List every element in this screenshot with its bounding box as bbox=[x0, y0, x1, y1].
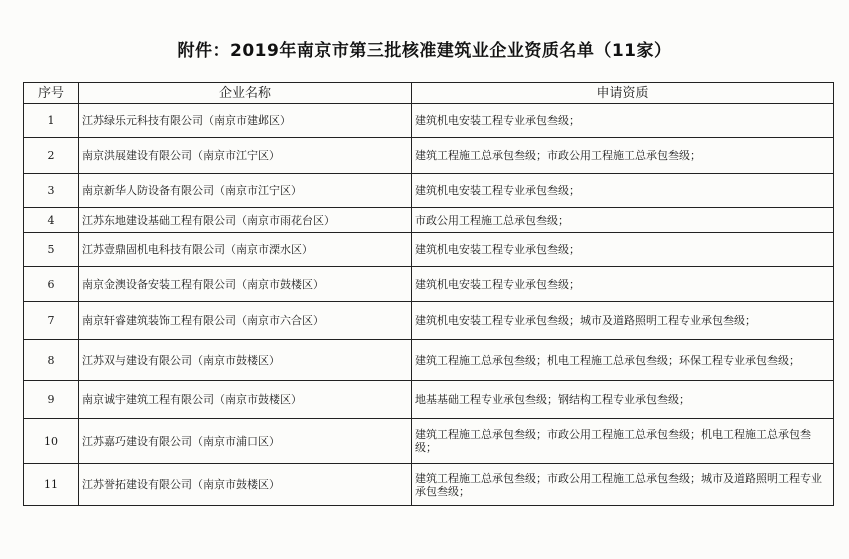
table-row bbox=[24, 174, 834, 208]
row-num: 9 bbox=[24, 381, 79, 419]
header-num: 序号 bbox=[24, 83, 79, 104]
row-company: 江苏壹鼎固机电科技有限公司（南京市溧水区） bbox=[79, 233, 412, 267]
row-num: 7 bbox=[24, 302, 79, 340]
row-num: 2 bbox=[24, 138, 79, 174]
row-num: 6 bbox=[24, 267, 79, 302]
row-company: 南京轩睿建筑装饰工程有限公司（南京市六合区） bbox=[79, 302, 412, 340]
table-row bbox=[24, 302, 834, 340]
table-header-row bbox=[24, 83, 834, 104]
header-qualification: 申请资质 bbox=[412, 83, 834, 104]
row-num: 5 bbox=[24, 233, 79, 267]
document-title: 附件：2019年南京市第三批核准建筑业企业资质名单（11家） bbox=[177, 41, 672, 61]
row-qualification: 建筑机电安装工程专业承包叁级； bbox=[412, 267, 834, 302]
table-row bbox=[24, 233, 834, 267]
row-company: 江苏东地建设基础工程有限公司（南京市雨花台区） bbox=[79, 208, 412, 233]
table-row bbox=[24, 381, 834, 419]
row-company: 南京金澳设备安装工程有限公司（南京市鼓楼区） bbox=[79, 267, 412, 302]
row-company: 南京诚宇建筑工程有限公司（南京市鼓楼区） bbox=[79, 381, 412, 419]
row-qualification: 建筑工程施工总承包叁级；市政公用工程施工总承包叁级；机电工程施工总承包叁级； bbox=[412, 419, 834, 464]
row-qualification: 建筑机电安装工程专业承包叁级； bbox=[412, 174, 834, 208]
row-company: 江苏双与建设有限公司（南京市鼓楼区） bbox=[79, 340, 412, 381]
table-row bbox=[24, 340, 834, 381]
header-company: 企业名称 bbox=[79, 83, 412, 104]
row-qualification: 建筑工程施工总承包叁级；市政公用工程施工总承包叁级；城市及道路照明工程专业承包叁级； bbox=[412, 464, 834, 506]
row-qualification: 建筑机电安装工程专业承包叁级；城市及道路照明工程专业承包叁级； bbox=[412, 302, 834, 340]
table-row bbox=[24, 464, 834, 506]
table-row bbox=[24, 104, 834, 138]
row-num: 4 bbox=[24, 208, 79, 233]
qualification-table bbox=[23, 82, 834, 506]
table-row bbox=[24, 138, 834, 174]
row-company: 南京新华人防设备有限公司（南京市江宁区） bbox=[79, 174, 412, 208]
row-num: 11 bbox=[24, 464, 79, 506]
row-num: 10 bbox=[24, 419, 79, 464]
row-qualification: 建筑机电安装工程专业承包叁级； bbox=[412, 104, 834, 138]
row-company: 江苏嘉巧建设有限公司（南京市浦口区） bbox=[79, 419, 412, 464]
row-company: 南京洪展建设有限公司（南京市江宁区） bbox=[79, 138, 412, 174]
row-qualification: 建筑机电安装工程专业承包叁级； bbox=[412, 233, 834, 267]
table-row bbox=[24, 267, 834, 302]
table-row bbox=[24, 419, 834, 464]
row-qualification: 地基基础工程专业承包叁级；钢结构工程专业承包叁级； bbox=[412, 381, 834, 419]
table-row bbox=[24, 208, 834, 233]
row-company: 江苏绿乐元科技有限公司（南京市建邺区） bbox=[79, 104, 412, 138]
row-qualification: 市政公用工程施工总承包叁级； bbox=[412, 208, 834, 233]
row-company: 江苏誉拓建设有限公司（南京市鼓楼区） bbox=[79, 464, 412, 506]
row-num: 1 bbox=[24, 104, 79, 138]
row-num: 3 bbox=[24, 174, 79, 208]
row-qualification: 建筑工程施工总承包叁级；机电工程施工总承包叁级；环保工程专业承包叁级； bbox=[412, 340, 834, 381]
row-num: 8 bbox=[24, 340, 79, 381]
row-qualification: 建筑工程施工总承包叁级；市政公用工程施工总承包叁级； bbox=[412, 138, 834, 174]
